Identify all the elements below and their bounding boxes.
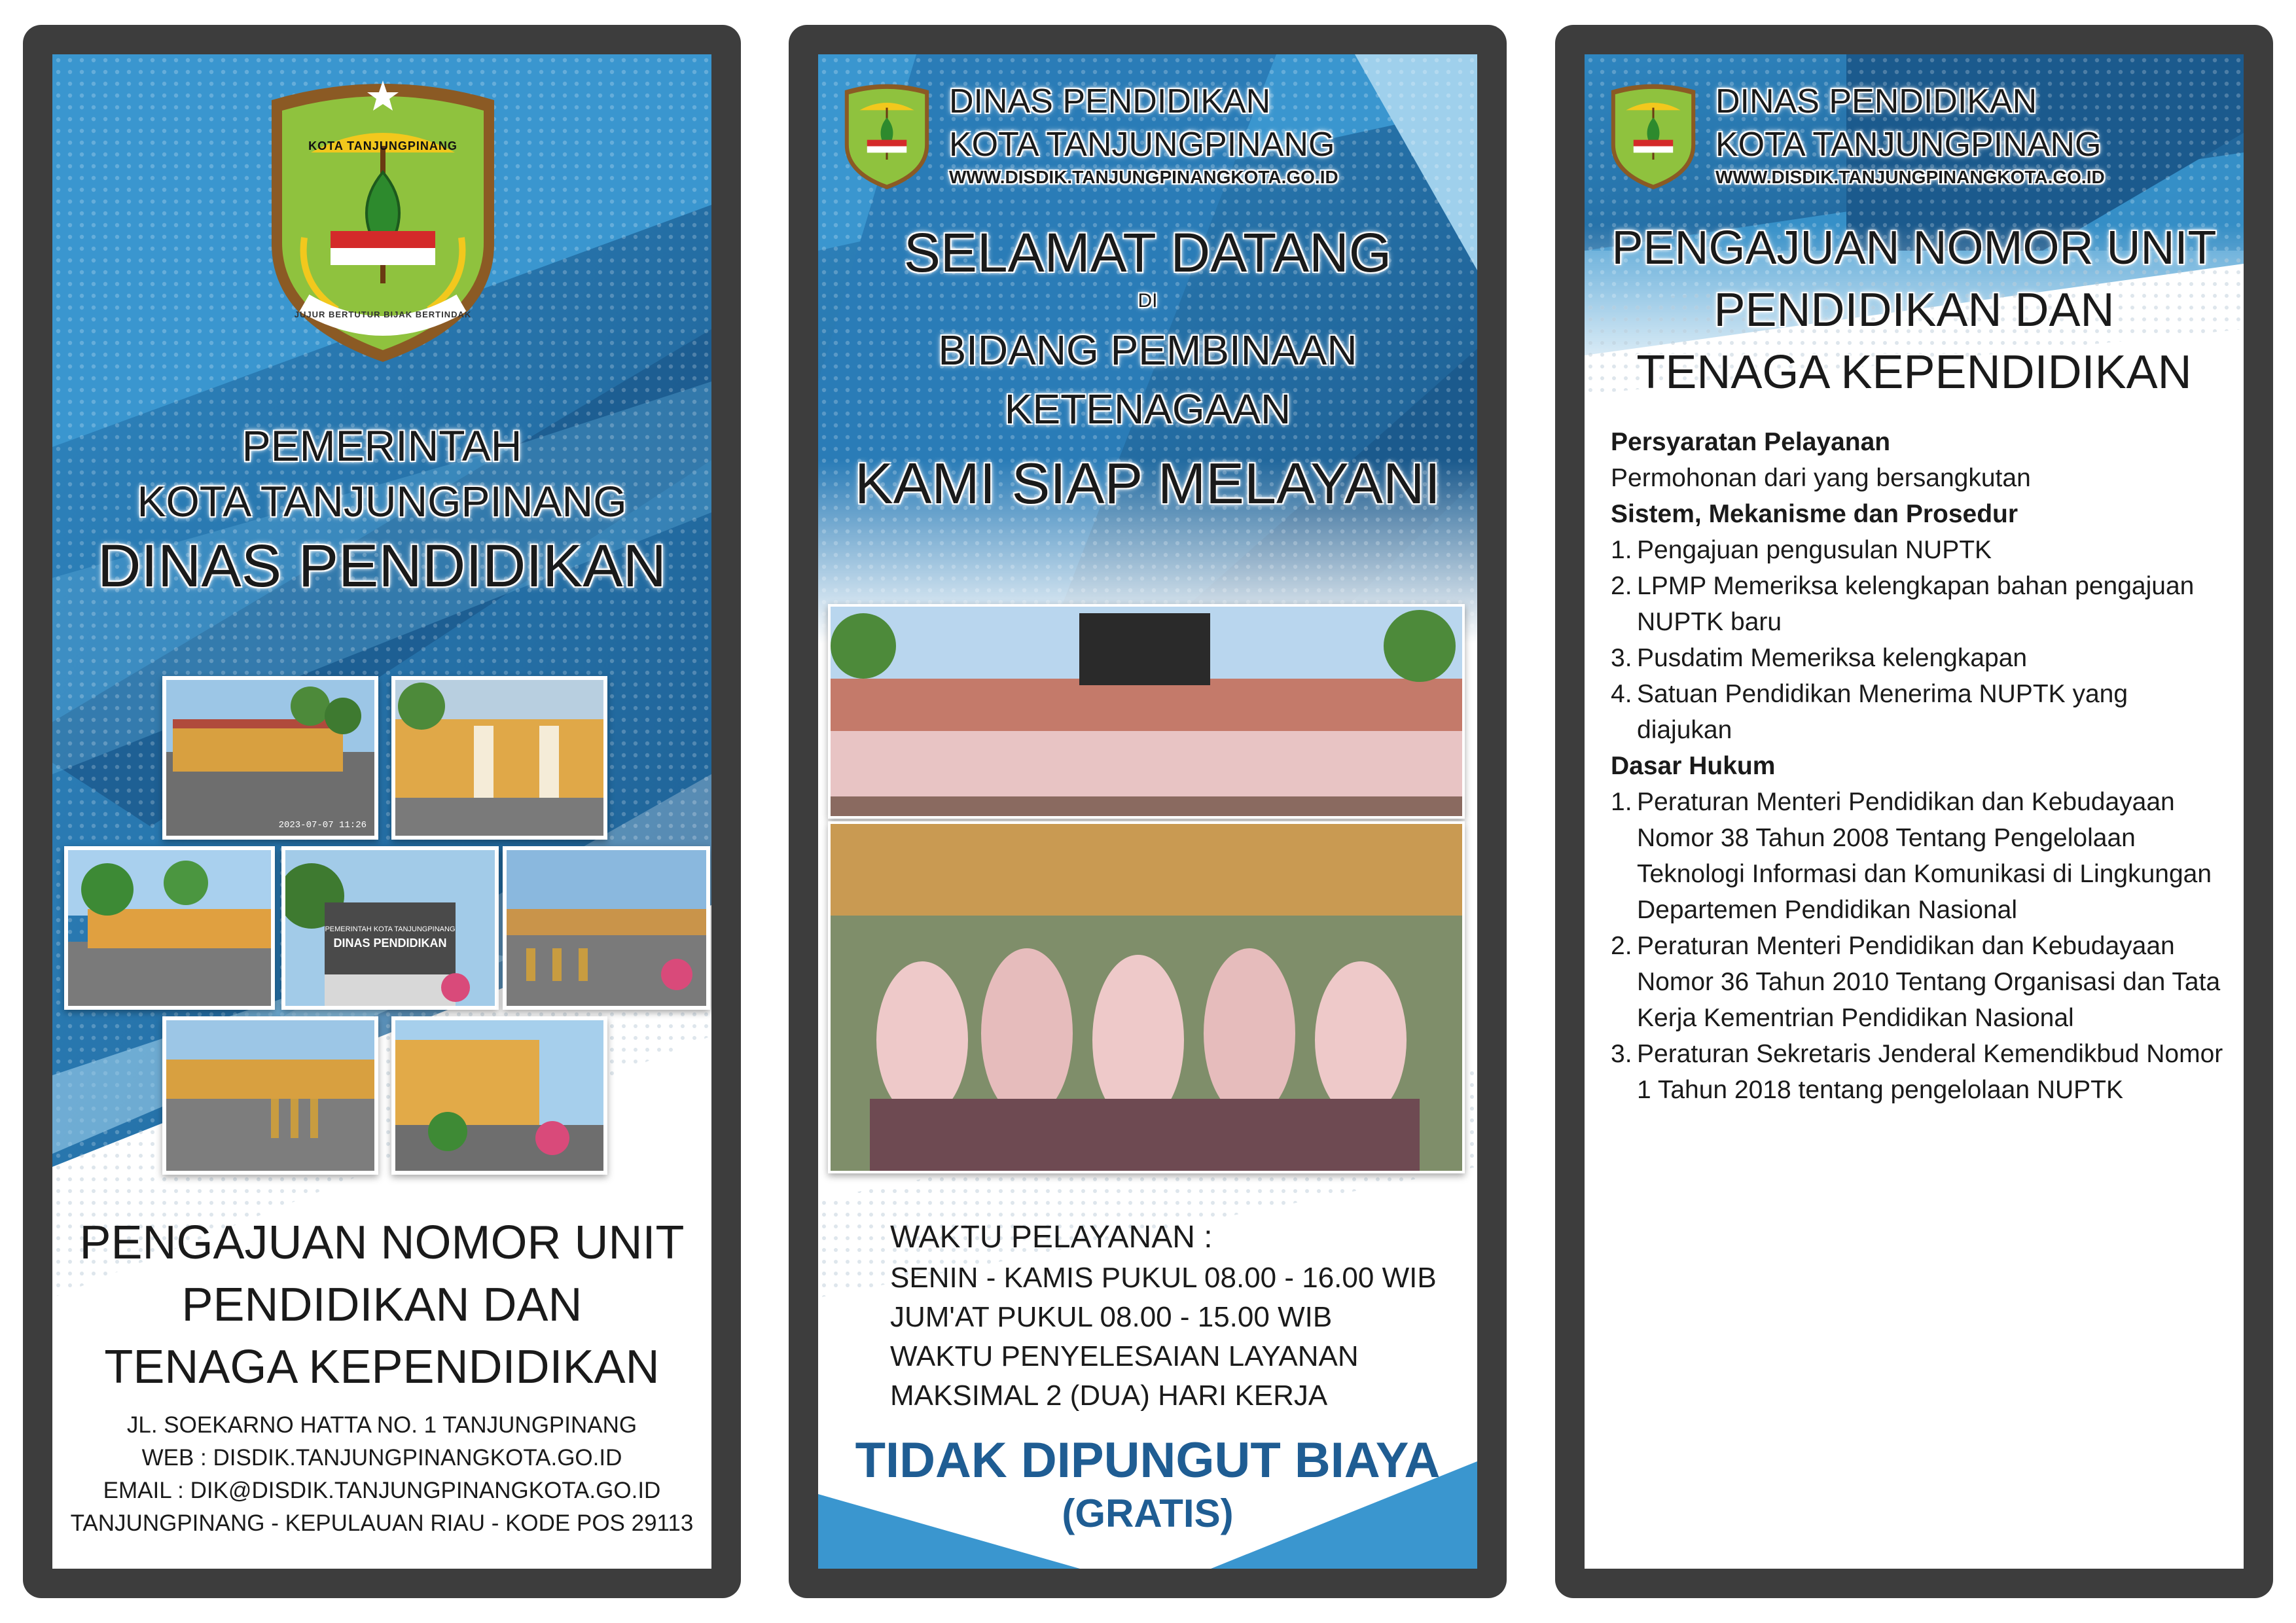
panel-1-frame [23,25,741,1598]
procedure-list [1611,532,2226,748]
panel-3 [1585,54,2244,1569]
service-time-title: WAKTU PELAYANAN : [890,1220,1213,1255]
completion-time-label: WAKTU PENYELESAIAN LAYANAN [890,1340,1359,1372]
office-logo [838,80,936,192]
panel-2-frame [789,25,1507,1598]
list-item: 2. Peraturan Menteri Pendidikan dan Kebudayaan Nomor 36 Tahun 2010 Tentang Organisasi dan Tata Kerja Kementrian Pendidikan Nasional [1611,932,2221,1032]
panel-2 [818,54,1477,1569]
list-item: 2. LPMP Memeriksa kelengkapan bahan pengajuan NUPTK baru [1611,572,2195,636]
service-time-weekday: SENIN - KAMIS PUKUL 08.00 - 16.00 WIB [890,1262,1437,1294]
header-website: WWW.DISDIK.TANJUNGPINANGKOTA.GO.ID [949,167,1338,187]
photo-school-building [64,846,275,1010]
photo-office-sign [281,846,499,1010]
photo-ceremony [503,846,710,1010]
page-title-line-1: PENGAJUAN NOMOR UNIT [1611,222,2217,274]
content-body [1611,424,2226,1108]
list-item: 1. Pengajuan pengusulan NUPTK [1611,536,1992,564]
procedure-heading: Sistem, Mekanisme dan Prosedur [1611,500,2018,528]
list-item: 3. Pusdatim Memeriksa kelengkapan [1611,644,2028,672]
emblem-top-text: KOTA TANJUNGPINANG [308,139,457,152]
slogan: KAMI SIAP MELAYANI [855,451,1441,516]
photo-lineup [162,1016,378,1175]
contact-address: JL. SOEKARNO HATTA NO. 1 TANJUNGPINANG [126,1412,637,1438]
office-sign-line-2: DINAS PENDIDIKAN [333,936,447,950]
photo-garden-corridor [391,1016,607,1175]
division-line-1: BIDANG PEMBINAAN [938,327,1357,374]
photo-leaders-group [828,821,1465,1173]
welcome-title: SELAMAT DATANG [903,222,1392,283]
header-line-1: DINAS PENDIDIKAN [1715,82,2037,120]
service-time-friday: JUM'AT PUKUL 08.00 - 15.00 WIB [890,1301,1333,1333]
completion-time-value: MAKSIMAL 2 (DUA) HARI KERJA [890,1380,1328,1412]
contact-web: WEB : DISDIK.TANJUNGPINANGKOTA.GO.ID [141,1445,622,1471]
city-emblem [259,74,507,368]
page-title-line-2: PENDIDIKAN DAN [1713,284,2115,336]
requirements-heading: Persyaratan Pelayanan [1611,428,1891,456]
contact-postal: TANJUNGPINANG - KEPULAUAN RIAU - KODE POS 29113 [70,1510,694,1536]
office-logo [1604,80,1702,192]
city-line: KOTA TANJUNGPINANG [137,477,627,526]
legal-basis-heading: Dasar Hukum [1611,752,1776,780]
government-line: PEMERINTAH [242,421,522,470]
welcome-di: DI [1138,290,1158,312]
photo-school-yard [162,676,378,840]
photo-corridor [391,676,607,840]
list-item: 1. Peraturan Menteri Pendidikan dan Kebudayaan Nomor 38 Tahun 2008 Tentang Pengelolaan Teknologi Informasi dan Komunikasi di Lingkungan Departemen Pendidikan Nasional [1611,788,2212,924]
header-line-2: KOTA TANJUNGPINANG [949,126,1335,164]
legal-basis-list [1611,784,2226,1108]
panel-1 [52,54,711,1569]
service-title-line-2: PENDIDIKAN DAN [181,1279,583,1331]
service-title-line-3: TENAGA KEPENDIDIKAN [104,1341,660,1393]
list-item: 3. Peraturan Sekretaris Jenderal Kemendikbud Nomor 1 Tahun 2018 tentang pengelolaan NUPTK [1611,1040,2223,1104]
header-line-2: KOTA TANJUNGPINANG [1715,126,2102,164]
free-service-line: TIDAK DIPUNGUT BIAYA [855,1433,1441,1488]
panel-3-frame [1555,25,2273,1598]
office-title: DINAS PENDIDIKAN [97,533,667,599]
requirements-text: Permohonan dari yang bersangkutan [1611,464,2031,492]
contact-email: EMAIL : DIK@DISDIK.TANJUNGPINANGKOTA.GO.ID [103,1478,661,1503]
free-service-note: (GRATIS) [1062,1491,1234,1535]
page-title-line-3: TENAGA KEPENDIDIKAN [1636,346,2192,399]
division-line-2: KETENAGAAN [1004,385,1291,433]
service-title-line-1: PENGAJUAN NOMOR UNIT [79,1217,685,1269]
list-item: 4. Satuan Pendidikan Menerima NUPTK yang diajukan [1611,680,2128,744]
photo-staff-group [828,604,1465,819]
emblem-motto: JUJUR BERTUTUR BIJAK BERTINDAK [294,310,472,319]
header-line-1: DINAS PENDIDIKAN [949,82,1271,120]
office-sign-line-1: PEMERINTAH KOTA TANJUNGPINANG [325,925,456,933]
photo-timestamp: 2023-07-07 11:26 [278,820,367,830]
header-website: WWW.DISDIK.TANJUNGPINANGKOTA.GO.ID [1715,167,2105,187]
